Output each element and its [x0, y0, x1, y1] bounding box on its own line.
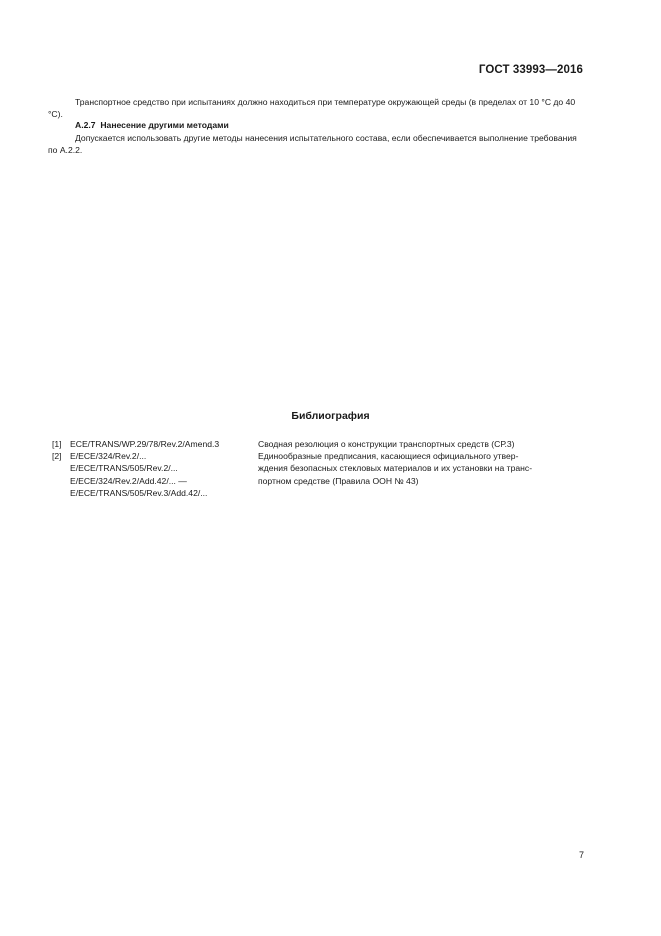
entry-text-line: Единообразные предписания, касающиеся официального утвер-	[258, 451, 519, 462]
page-number: 7	[578, 850, 584, 860]
clause-title: Нанесение другими методами	[100, 120, 229, 130]
standard-number: ГОСТ 33993—2016	[478, 64, 583, 76]
entry-number: [1]	[52, 439, 62, 449]
entry-ref: E/ECE/TRANS/505/Rev.3/Add.42/...	[70, 487, 208, 498]
bibliography-entry	[52, 438, 584, 450]
entry-ref: E/ECE/324/Rev.2/...	[70, 451, 147, 462]
bibliography-refs	[52, 450, 258, 499]
entry-text-line: Сводная резолюция о конструкции транспортных средств (СР.3)	[258, 439, 515, 449]
entry-ref: E/ECE/TRANS/505/Rev.2/...	[70, 463, 178, 474]
paragraph-other-methods: Допускается использовать другие методы нанесения испытательного состава, если обеспечивается выполнение требования по А.2.2.	[48, 133, 577, 156]
bibliography-title: Библиография	[291, 410, 370, 422]
entry-text-line: портном средстве (Правила ООН № 43)	[258, 475, 419, 486]
entry-text-line: ждения безопасных стекловых материалов и их установки на транс-	[258, 463, 533, 474]
clause-heading	[75, 120, 229, 130]
paragraph-temperature: Транспортное средство при испытаниях должно находиться при температуре окружающей среды (в пределах от 10 °С до 40 °С).	[48, 97, 576, 120]
bibliography-list	[52, 438, 584, 499]
clause-number: А.2.7	[75, 120, 96, 130]
entry-ref: E/ECE/324/Rev.2/Add.42/... —	[70, 475, 187, 486]
entry-number: [2]	[52, 451, 62, 462]
bibliography-description	[258, 438, 584, 450]
bibliography-refs	[52, 438, 258, 450]
bibliography-description	[258, 450, 584, 499]
bibliography-entry	[52, 450, 584, 499]
entry-ref: ECE/TRANS/WP.29/78/Rev.2/Amend.3	[70, 439, 220, 449]
